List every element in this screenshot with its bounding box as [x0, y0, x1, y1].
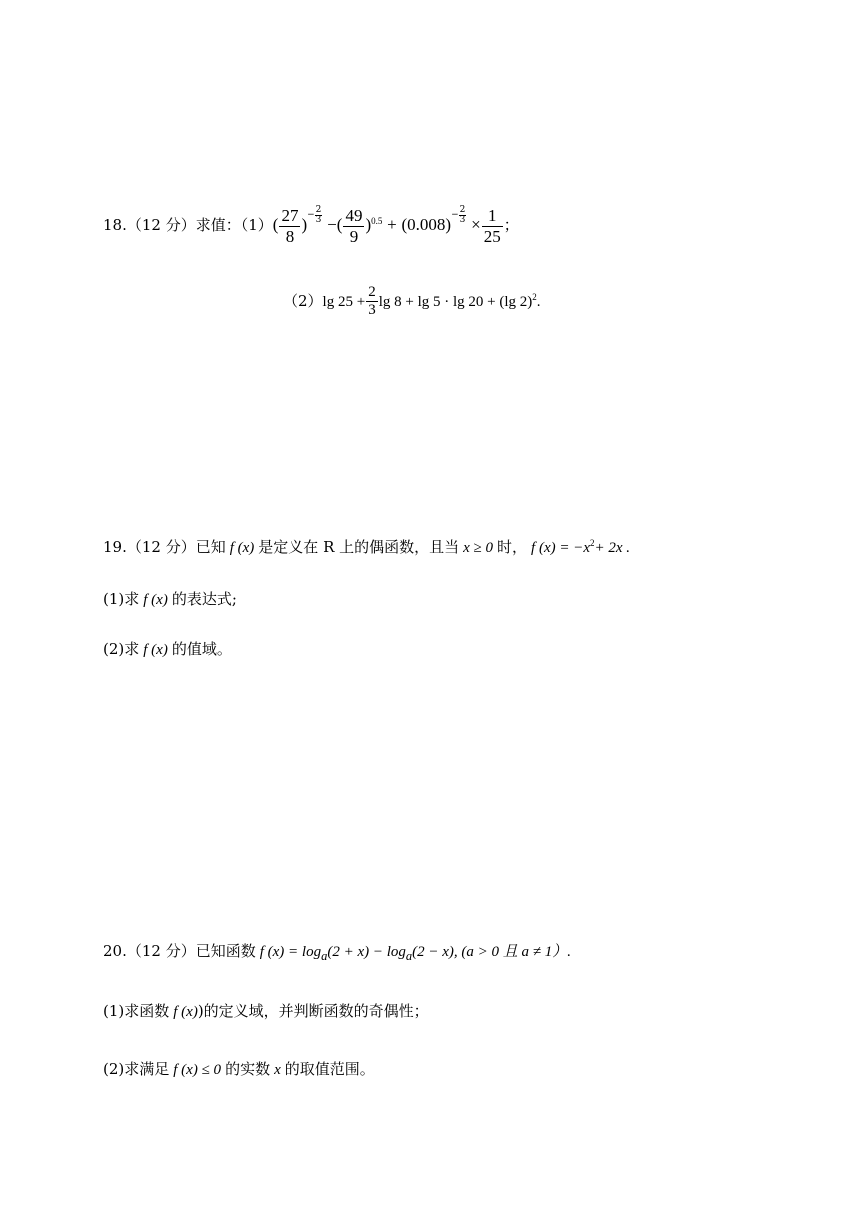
question-18-header: 18.（12 分）求值：（1） [103, 216, 273, 235]
question-20-sub-1: (1)求函数 f (x))的定义域，并判断函数的奇偶性； [103, 1002, 429, 1020]
exponent-minus-two-thirds-2: − $\frac{2}{3}$ [451, 205, 466, 226]
base-0-008: (0.008) [401, 215, 452, 235]
question-20-header: 20.（12 分）已知函数 f $(x) = \log_a(2 + x) - \log_a(2 - x)$, (a > 0 且 a ≠ 1）. [103, 942, 572, 963]
question-18-part-1: 18.（12 分）求值：（1）( $\frac{27}{8}$ )− $\frac{2}{3}$ −( $\frac{49}{9}$ )$^{0.5}$ + (0.008)− $\frac{2}{3}$ × $\frac{1}{25}$ ； [103, 205, 519, 246]
exponent-minus-two-thirds: − $\frac{2}{3}$ [307, 205, 322, 226]
question-18-part-2: （2）lg 25 + $\frac{2}{3}$ lg 8 + lg 5 · lg 20 + (lg 2)$^2$. [283, 284, 541, 319]
question-19-sub-2: (2)求 f (x) 的值域。 [103, 640, 232, 658]
question-19-header: 19.（12 分）已知 f (x) 是定义在 R 上的偶函数，且当 x ≥ 0 时， f $(x) = -x^2+ 2x$ . [103, 538, 631, 556]
fraction-1-25: $\frac{1}{25}$ [483, 206, 501, 246]
fraction-27-8: $\frac{27}{8}$ [281, 206, 299, 246]
question-19-sub-1: (1)求 f (x) 的表达式; [103, 590, 237, 608]
fraction-49-9: $\frac{49}{9}$ [345, 206, 363, 246]
question-20-sub-2: (2)求满足 f (x) ≤ 0 的实数 x 的取值范围。 [103, 1060, 375, 1078]
exponent-0-5: 0.5 [371, 216, 383, 227]
fraction-2-3: $\frac{2}{3}$ [368, 284, 376, 319]
